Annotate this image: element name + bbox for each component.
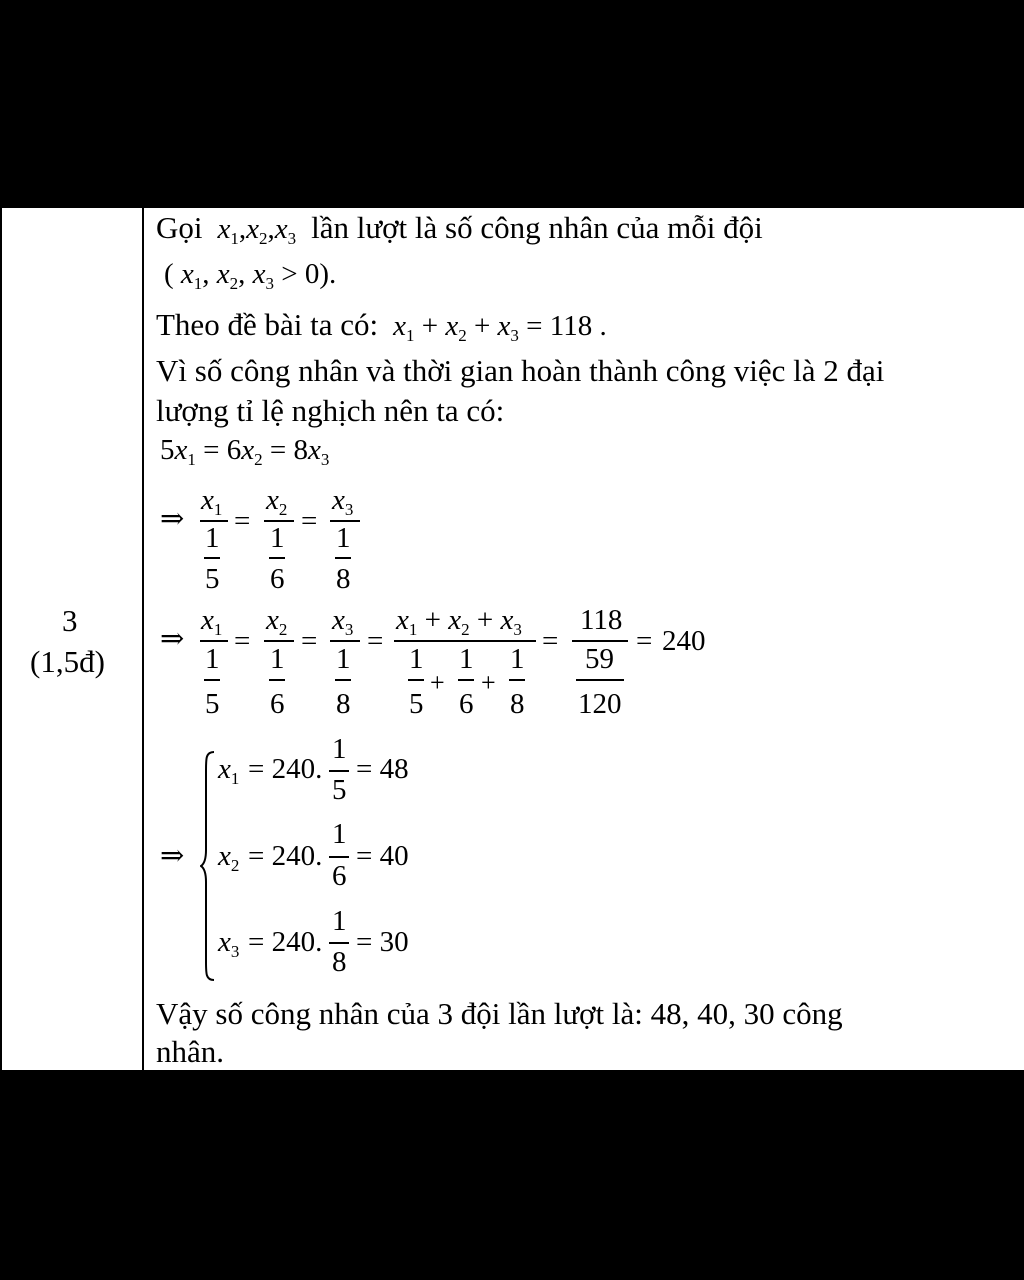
implies-arrow-3: ⇒	[160, 840, 185, 872]
variables-list: $x_1,x_2,x_3$	[217, 213, 297, 248]
eq3-eq-4: =	[542, 625, 559, 657]
eq3-den-3b: 8	[336, 688, 351, 720]
system-row-1-den: 5	[332, 774, 347, 806]
line1-suffix: lần lượt là số công nhân của mỗi đội	[311, 210, 763, 245]
eq3-subbar-1	[204, 679, 220, 681]
table-border-bottom	[0, 1070, 1024, 1072]
line3-prefix: Theo đề bài ta có:	[156, 307, 379, 342]
eq2-subbar-1	[204, 557, 220, 559]
eq3-bar-1	[200, 640, 228, 642]
eq2-num-3: $x_3$	[332, 484, 354, 519]
eq2-den-3a: 1	[336, 522, 351, 554]
eq2-den-1b: 5	[205, 563, 220, 595]
eq2-eq-1: =	[234, 505, 251, 537]
eq3-118: 118	[580, 604, 623, 636]
solution-line-4: Vì số công nhân và thời gian hoàn thành công việc là 2 đại	[156, 353, 885, 388]
system-row-1-result: = 48	[356, 753, 409, 785]
eq2-den-3b: 8	[336, 563, 351, 595]
system-row-3-den: 8	[332, 946, 347, 978]
eq2-subbar-2	[269, 557, 285, 559]
eq2-den-2a: 1	[270, 522, 285, 554]
eq3-num-1: $x_1$	[201, 604, 223, 639]
eq2-num-2: $x_2$	[266, 484, 288, 519]
solution-line-2: ( $x_1$, $x_2$, $x_3 > 0$).	[164, 258, 337, 293]
eq3-eq-3: =	[367, 625, 384, 657]
eq2-den-1a: 1	[205, 522, 220, 554]
system-row-3-bar	[329, 942, 349, 944]
solution-line-1	[156, 212, 763, 247]
table-border-left	[0, 206, 2, 1072]
question-number: 3	[62, 603, 78, 638]
eq2-eq-2: =	[301, 505, 318, 537]
eq3-num-2: $x_2$	[266, 604, 288, 639]
eq3-subbar-59	[576, 679, 624, 681]
solution-line-3	[156, 309, 607, 344]
table-column-divider	[142, 206, 144, 1072]
left-brace-icon	[200, 750, 216, 982]
system-row-1-lhs: $x_1$	[218, 753, 240, 788]
implies-arrow: ⇒	[160, 503, 185, 535]
eq3-sum-bar	[394, 640, 536, 642]
eq3-den-2b: 6	[270, 688, 285, 720]
eq3-sden-1b: 5	[409, 688, 424, 720]
system-row-2-den: 6	[332, 860, 347, 892]
eq3-sden-3b: 8	[510, 688, 525, 720]
eq3-sden-bar-1	[408, 679, 424, 681]
eq3-result: 240	[662, 625, 706, 657]
eq3-den-2a: 1	[270, 643, 285, 675]
eq3-sden-3a: 1	[510, 643, 525, 675]
conclusion-line-1: Vậy số công nhân của 3 đội lần lượt là: 48, 40, 30 công	[156, 996, 843, 1031]
system-row-3-num: 1	[332, 905, 347, 937]
question-points: (1,5đ)	[30, 644, 105, 679]
eq3-den-1b: 5	[205, 688, 220, 720]
eq3-sden-1a: 1	[409, 643, 424, 675]
eq3-num-3: $x_3$	[332, 604, 354, 639]
eq3-bar-118	[572, 640, 628, 642]
eq3-sden-2b: 6	[459, 688, 474, 720]
eq2-subbar-3	[335, 557, 351, 559]
system-row-2-lhs: $x_2$	[218, 840, 240, 875]
system-row-2-num: 1	[332, 818, 347, 850]
system-row-1-bar	[329, 770, 349, 772]
eq3-sden-bar-2	[458, 679, 474, 681]
eq3-59: 59	[585, 643, 614, 675]
table-border-top	[0, 206, 1024, 208]
eq3-sden-bar-3	[509, 679, 525, 681]
eq2-num-1: $x_1$	[201, 484, 223, 519]
system-row-2-bar	[329, 856, 349, 858]
eq3-120: 120	[578, 688, 622, 720]
system-row-1-num: 1	[332, 733, 347, 765]
eq3-subbar-3	[335, 679, 351, 681]
eq3-bar-3	[330, 640, 360, 642]
eq3-den-1a: 1	[205, 643, 220, 675]
eq3-eq-5: =	[636, 625, 653, 657]
system-row-3-lhs: $x_3$	[218, 926, 240, 961]
eq3-subbar-2	[269, 679, 285, 681]
eq3-eq-2: =	[301, 625, 318, 657]
eq3-plus-1: +	[430, 668, 445, 697]
system-row-2-expr: = 240.	[248, 840, 323, 872]
eq2-den-2b: 6	[270, 563, 285, 595]
system-row-3-result: = 30	[356, 926, 409, 958]
solution-line-5: lượng tỉ lệ nghịch nên ta có:	[156, 393, 505, 428]
implies-arrow-2: ⇒	[160, 623, 185, 655]
eq3-bar-2	[264, 640, 294, 642]
eq3-sum-num: $x_1 + x_2 + x_3$	[396, 604, 522, 639]
equation-1: $5x_1 = 6x_2 = 8x_3$	[160, 434, 330, 469]
system-row-1-expr: = 240.	[248, 753, 323, 785]
sum-equation: $x_1 + x_2 + x_3 = 118$ .	[393, 310, 607, 345]
conclusion-line-2: nhân.	[156, 1034, 225, 1069]
eq3-sden-2a: 1	[459, 643, 474, 675]
eq3-eq-1: =	[234, 625, 251, 657]
system-row-3-expr: = 240.	[248, 926, 323, 958]
system-row-2-result: = 40	[356, 840, 409, 872]
eq3-plus-2: +	[481, 668, 496, 697]
line1-prefix: Gọi	[156, 210, 203, 245]
eq3-den-3a: 1	[336, 643, 351, 675]
